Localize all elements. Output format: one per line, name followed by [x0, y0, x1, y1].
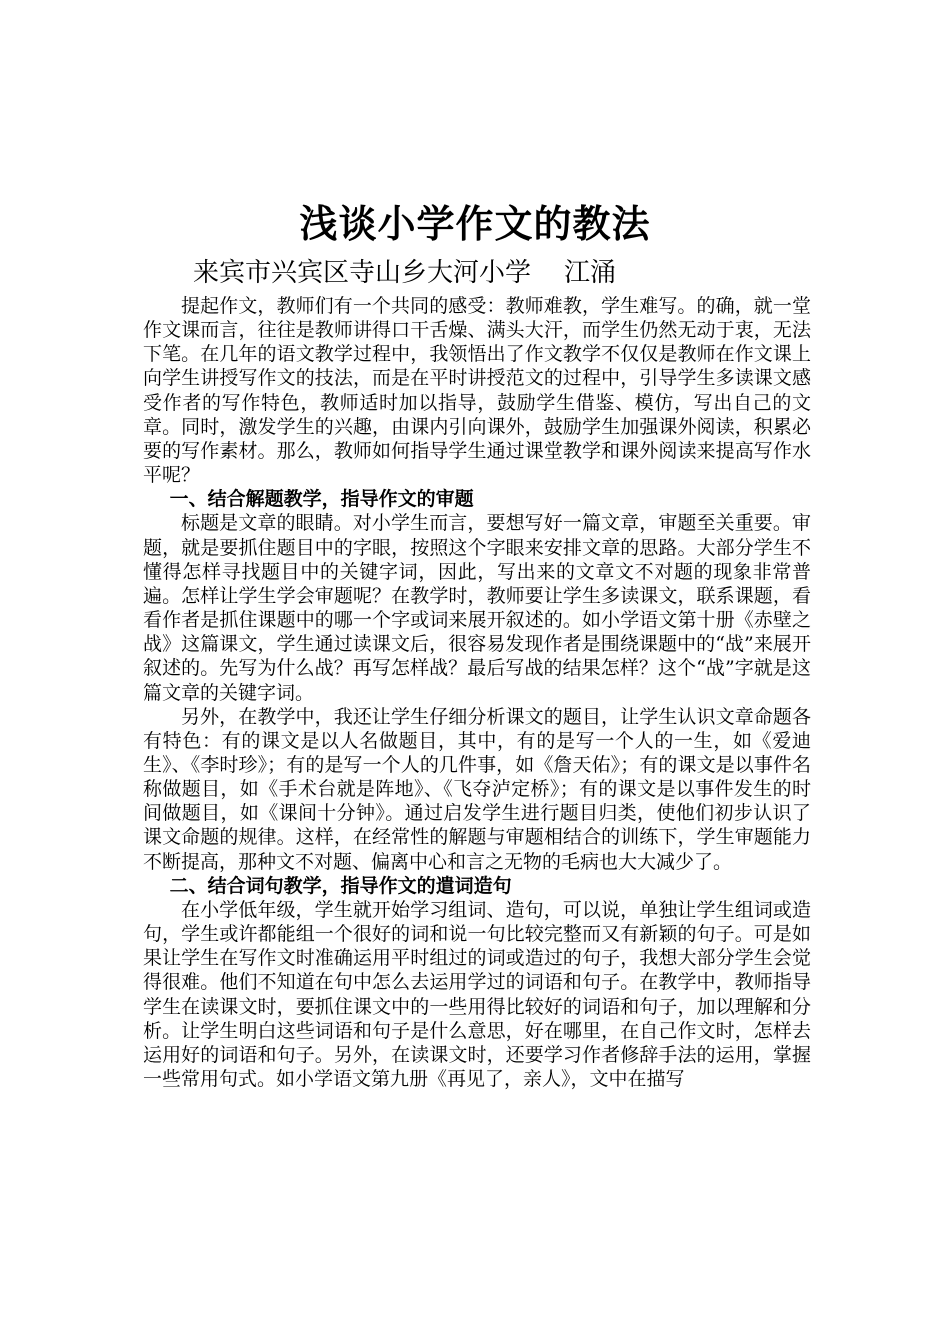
section-heading-1: 一、结合解题教学，指导作文的审题 [169, 488, 474, 511]
document-title: 浅谈小学作文的教法 [299, 202, 651, 246]
intro-paragraph: 提起作文，教师们有一个共同的感受：教师难教，学生难写。的确，就一堂作文课而言，往往是教师讲得口干舌燥、满头大汗，而学生仍然无动于衷，无法下笔。在几年的语文教学过程中，我领悟出了作文教学不仅仅是教师在作文课上向学生讲授写作文的技法，而是在平时讲授范文的过程中，引导学生多读课文感受作者的写作特色，教师适时加以指导，鼓励学生借鉴、模仿，写出自己的文章。同时，激发学生的兴趣，由课内引向课外，鼓励学生加强课外阅读，积累必要的写作素材。那么，教师如何指导学生通过课堂教学和课外阅读来提高写作水平呢？ [143, 295, 811, 487]
section1-paragraph-2: 另外，在教学中，我还让学生仔细分析课文的题目，让学生认识文章命题各有特色：有的课文是以人名做题目，其中，有的是写一个人的一生，如《爱迪生》、《李时珍》；有的是写一个人的几件事，如《詹天佑》；有的课文是以事件名称做题目，如《手术台就是阵地》、《飞夺泸定桥》；有的课文是以事件发生的时间做题目，如《课间十分钟》。通过启发学生进行题目归类，使他们初步认识了课文命题的规律。这样，在经常性的解题与审题相结合的训练下，学生审题能力不断提高，那种文不对题、偏离中心和言之无物的毛病也大大减少了。 [143, 705, 811, 873]
section1-paragraph-1: 标题是文章的眼睛。对小学生而言，要想写好一篇文章，审题至关重要。审题，就是要抓住题目中的字眼，按照这个字眼来安排文章的思路。大部分学生不懂得怎样寻找题目中的关键字词，因此，写出来的文章文不对题的现象非常普遍。怎样让学生学会审题呢？在教学时，教师要让学生多读课文，联系课题，看看作者是抓住课题中的哪一个字或词来展开叙述的。如小学语文第十册《赤壁之战》这篇课文，学生通过读课文后，很容易发现作者是围绕课题中的“战”来展开叙述的。先写为什么战？再写怎样战？最后写战的结果怎样？这个“战”字就是这篇文章的关键字词。 [143, 512, 811, 704]
document-body [143, 294, 811, 1091]
section-heading-2: 二、结合词句教学，指导作文的遣词造句 [169, 874, 512, 897]
section2-paragraph-1: 在小学低年级，学生就开始学习组词、造句，可以说，单独让学生组词或造句，学生或许都能组一个很好的词和说一句比较完整而又有新颖的句子。可是如果让学生在写作文时准确运用平时组过的词或造过的句子，我想大部分学生会觉得很难。他们不知道在句中怎么去运用学过的词语和句子。在教学中，教师指导学生在读课文时，要抓住课文中的一些用得比较好的词语和句子，加以理解和分析。让学生明白这些词语和句子是什么意思，好在哪里，在自己作文时，怎样去运用好的词语和句子。另外，在读课文时，还要学习作者修辞手法的运用，掌握一些常用句式。如小学语文第九册《再见了，亲人》，文中在描写 [143, 898, 811, 1090]
author-line: 来宾市兴宾区寺山乡大河小学 江涌 [193, 258, 617, 288]
